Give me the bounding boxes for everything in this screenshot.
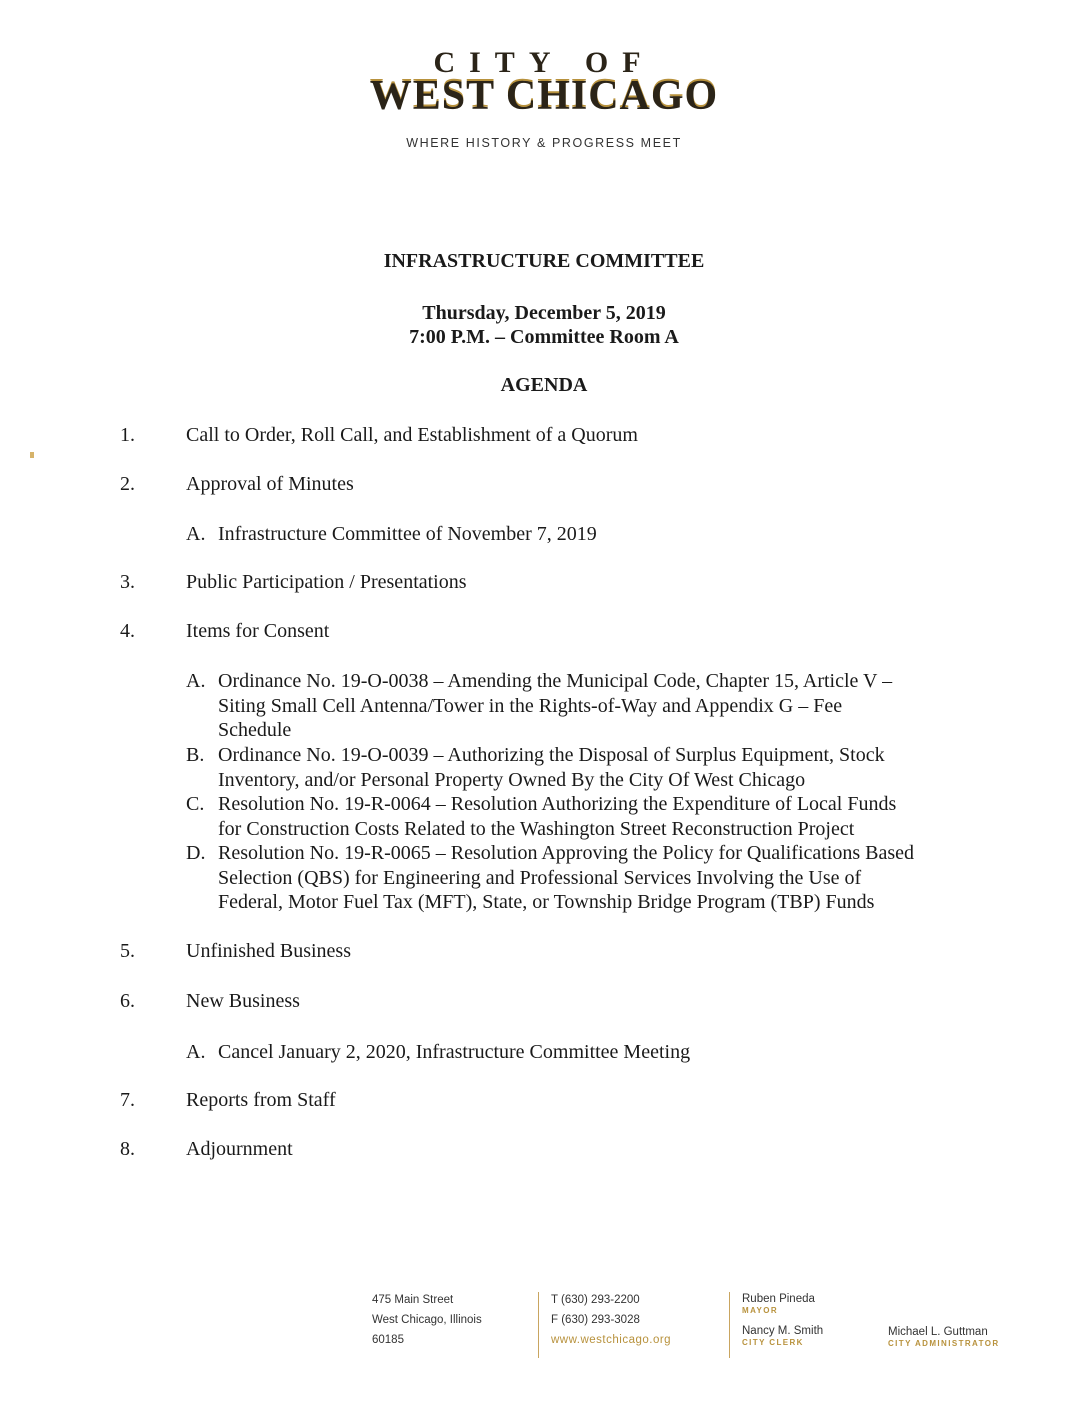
clerk-name: Nancy M. Smith [742, 1325, 824, 1337]
sub-item-letter: C. [186, 793, 205, 815]
sub-item-text: Resolution No. 19-R-0065 – Resolution Approving the Policy for Qualifications Based [218, 842, 915, 864]
item-number: 1. [120, 424, 135, 446]
sub-item-new-a [186, 1040, 976, 1065]
sub-item-text: Selection (QBS) for Engineering and Professional Services Involving the Use of [218, 866, 862, 889]
item-text: Reports from Staff [186, 1089, 336, 1111]
item-number: 8. [120, 1138, 135, 1160]
footer-administrator [888, 1325, 1000, 1348]
address-street: 475 Main Street [372, 1294, 454, 1306]
mayor-role: MAYOR [742, 1306, 779, 1315]
item-text: Public Participation / Presentations [186, 571, 467, 593]
letterhead-city-of: CITY OF [433, 46, 655, 79]
committee-title: INFRASTRUCTURE COMMITTEE [383, 250, 705, 272]
fax-number: F (630) 293-3028 [551, 1314, 640, 1326]
footer-address [372, 1290, 482, 1350]
sub-item-consent-d [186, 841, 976, 915]
sub-item-text: for Construction Costs Related to the Washington Street Reconstruction Project [218, 817, 855, 840]
sub-item-letter: D. [186, 842, 206, 864]
item-text: Unfinished Business [186, 940, 351, 962]
item-text: New Business [186, 990, 300, 1012]
administrator-name: Michael L. Guttman [888, 1326, 988, 1338]
sub-item-text: Infrastructure Committee of November 7, 2019 [218, 523, 597, 545]
item-text: Items for Consent [186, 620, 330, 642]
sub-item-letter: B. [186, 744, 205, 766]
item-text: Adjournment [186, 1138, 293, 1160]
margin-mark [30, 452, 34, 458]
item-number: 2. [120, 473, 135, 495]
sub-item-text: Ordinance No. 19-O-0039 – Authorizing the Disposal of Surplus Equipment, Stock [218, 744, 885, 766]
clerk-role: CITY CLERK [742, 1338, 804, 1347]
item-number: 5. [120, 940, 135, 962]
agenda-title: AGENDA [500, 374, 588, 396]
item-number: 7. [120, 1089, 135, 1111]
address-zip: 60185 [372, 1334, 404, 1346]
website-link[interactable]: www.westchicago.org [551, 1334, 672, 1346]
phone-number: T (630) 293-2200 [551, 1294, 640, 1306]
sub-item-consent-b [186, 743, 976, 792]
footer-divider [729, 1292, 730, 1358]
footer-divider [538, 1292, 539, 1358]
letterhead-tagline: WHERE HISTORY & PROGRESS MEET [406, 136, 682, 150]
sub-item-text: Ordinance No. 19-O-0038 – Amending the Municipal Code, Chapter 15, Article V – [218, 670, 893, 692]
item-text: Approval of Minutes [186, 473, 354, 495]
letterhead-city-name: WEST CHICAGO [369, 73, 719, 119]
item-number: 6. [120, 990, 135, 1012]
sub-item-letter: A. [186, 1041, 206, 1063]
sub-item-consent-a [186, 669, 976, 743]
sub-item-letter: A. [186, 523, 206, 545]
sub-item-text: Resolution No. 19-R-0064 – Resolution Authorizing the Expenditure of Local Funds [218, 793, 897, 815]
sub-item-consent-c [186, 792, 976, 841]
address-city: West Chicago, Illinois [372, 1314, 482, 1326]
footer-officials [742, 1292, 823, 1347]
item-number: 3. [120, 571, 135, 593]
sub-item-text: Schedule [218, 719, 292, 741]
sub-item-text: Siting Small Cell Antenna/Tower in the Rights-of-Way and Appendix G – Fee [218, 694, 843, 717]
administrator-role: CITY ADMINISTRATOR [888, 1339, 1000, 1348]
footer-contact [551, 1290, 671, 1350]
sub-item-text: Cancel January 2, 2020, Infrastructure Committee Meeting [218, 1041, 691, 1063]
item-text: Call to Order, Roll Call, and Establishment of a Quorum [186, 424, 638, 446]
mayor-name: Ruben Pineda [742, 1293, 815, 1305]
sub-item-letter: A. [186, 670, 206, 692]
item-number: 4. [120, 620, 135, 642]
meeting-time-place: 7:00 P.M. – Committee Room A [409, 326, 679, 348]
sub-item-text: Inventory, and/or Personal Property Owned By the City Of West Chicago [218, 768, 806, 791]
meeting-date: Thursday, December 5, 2019 [422, 302, 666, 324]
sub-item-minutes-a [186, 522, 976, 547]
sub-item-text: Federal, Motor Fuel Tax (MFT), State, or Township Bridge Program (TBP) Funds [218, 891, 875, 913]
